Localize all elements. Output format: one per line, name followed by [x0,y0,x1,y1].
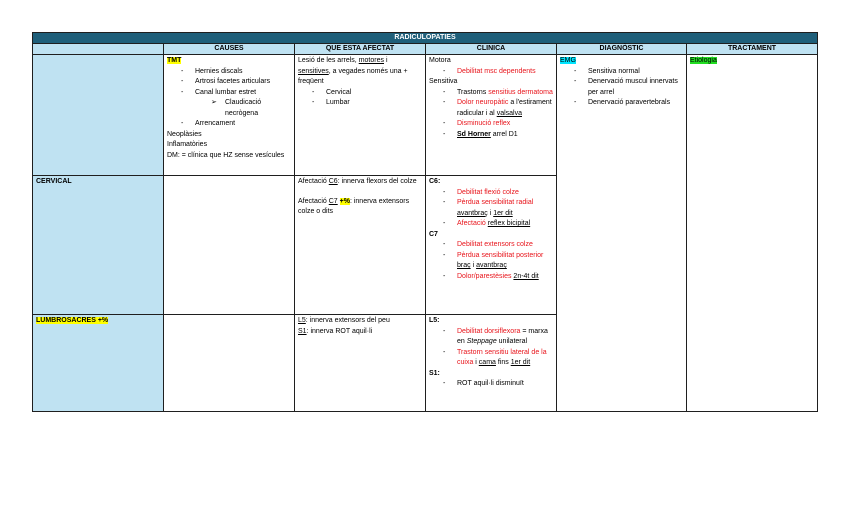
cell-diagnostic [557,55,687,412]
clinic-item: - ROT aquil·li disminuït [443,379,553,390]
clinic-c6: C6: [429,178,441,185]
affected-c7: Afectació C7 +%: innerva extensors colze o dits [298,197,410,215]
etiologia-label: Etiologia [690,57,717,64]
diag-item: - Denervació muscul innervats per arrel [574,77,683,98]
header-clinic: CLINICA [426,44,557,55]
row-label-lumbar: LUMBROSACRES +% [33,315,164,412]
header-affected: QUE ESTA AFECTAT [295,44,426,55]
radiculopaties-table [32,32,818,412]
clinic-item: - Dolor neuropàtic a l'estirament radicular i al valsalva [443,98,553,119]
affected-item: - Lumbar [312,98,422,109]
cell-causes [164,55,295,176]
clinic-item: - Dolor/parestèsies 2n-4t dit [443,272,553,283]
diag-item: - Denervació paravertebrals [574,98,683,109]
affected-text: Lesió de les arrels, motores i sensitives, a vegades només una + freqüent [298,57,408,85]
clinic-item: - Debilitat msc dependents [443,67,553,78]
affected-c6: Afectació C6: innerva flexors del colze [298,178,417,185]
clinic-l5: L5: [429,317,440,324]
cause-extra: Neoplàsies [167,130,202,138]
clinic-sensitiva: Sensitiva [429,78,458,85]
clinic-item: - Afectació reflex bicipital [443,219,553,230]
cause-extra: DM: = clínica que HZ sense vesícules [167,151,285,159]
cell-clinic-lumbar [426,315,557,412]
cause-item: - Artrosi facetes articulars [181,77,291,88]
emg-label: EMG [560,57,576,64]
clinic-item: - Debilitat extensors colze [443,240,553,251]
affected-l5: L5: innerva extensors del peu [298,317,390,324]
tmt-label: TMT [167,57,182,64]
clinic-item: - Debilitat flexió colze [443,188,553,199]
header-empty [33,44,164,55]
row-label-general [33,55,164,176]
affected-s1: S1: innerva ROT aquil·li [298,327,373,335]
clinic-item: - Pèrdua sensibilitat posterior braç i avantbraç [443,251,553,272]
cell-clinic [426,55,557,176]
cause-item: - Canal lumbar estret ➢ Claudicació necrògena [181,88,291,120]
cell-causes-cervical [164,176,295,315]
clinic-item: - Trastorn sensitiu lateral de la cuixa i cama fins 1er dit [443,348,553,369]
clinic-c7: C7 [429,230,438,238]
cause-extra: Inflamatòries [167,141,208,148]
cell-treatment [687,55,818,412]
header-diagnostic: DIAGNÒSTIC [557,44,687,55]
row-label-cervical: CERVICAL [33,176,164,315]
cause-subitem: ➢ Claudicació necrògena [211,98,291,119]
header-causes: CAUSES [164,44,295,55]
diag-item: - Sensitiva normal [574,67,683,78]
clinic-item: - Trastorns sensitius dermatoma [443,88,553,99]
cell-clinic-cervical [426,176,557,315]
clinic-s1: S1: [429,369,440,377]
cell-affected [295,55,426,176]
clinic-item: - Sd Horner arrel D1 [443,130,553,141]
clinic-item: - Disminució reflex [443,119,553,130]
clinic-item: - Debilitat dorsiflexora = marxa en Steppage unilateral [443,327,553,348]
cause-item: - Arrencament [181,119,291,130]
table-title: RADICULOPATIES [33,33,818,44]
cell-affected-lumbar [295,315,426,412]
clinic-item: - Pèrdua sensibilitat radial avantbraç i 1er dit [443,198,553,219]
cell-causes-lumbar [164,315,295,412]
cause-item: - Hernies discals [181,67,291,78]
affected-item: - Cervical [312,88,422,99]
cell-affected-cervical [295,176,426,315]
clinic-motora: Motora [429,57,451,64]
header-treatment: TRACTAMENT [687,44,818,55]
